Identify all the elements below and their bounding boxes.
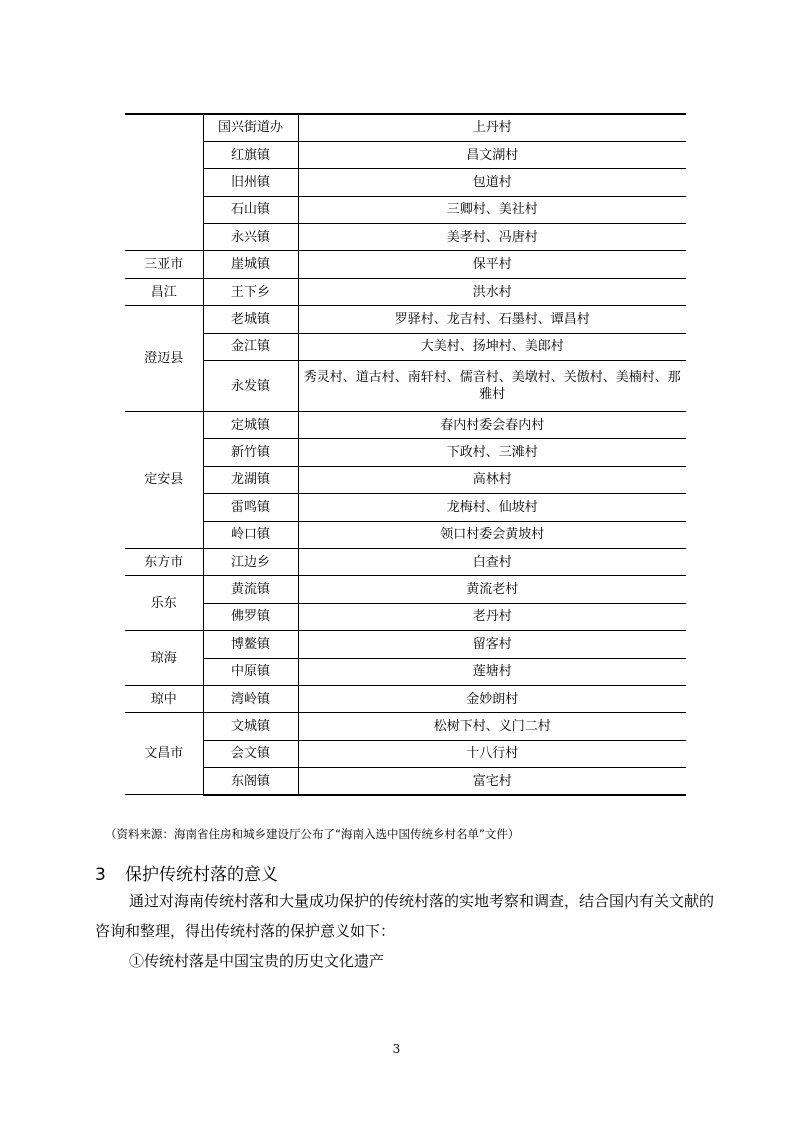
table-row bbox=[125, 141, 686, 168]
table-row bbox=[125, 494, 686, 521]
villages-cell: 秀灵村、道古村、南轩村、儒音村、美墩村、关傲村、美楠村、那雅村 bbox=[298, 361, 686, 412]
villages-cell: 保平村 bbox=[298, 251, 686, 278]
town-cell: 金江镇 bbox=[203, 333, 298, 360]
town-cell: 永发镇 bbox=[203, 361, 298, 412]
villages-cell: 昌文湖村 bbox=[298, 141, 686, 168]
county-cell: 澄迈县 bbox=[125, 306, 203, 412]
villages-cell: 包道村 bbox=[298, 169, 686, 196]
town-cell: 中原镇 bbox=[203, 658, 298, 685]
table-row bbox=[125, 631, 686, 658]
town-cell: 黄流镇 bbox=[203, 576, 298, 603]
town-cell: 会文镇 bbox=[203, 740, 298, 767]
villages-cell: 十八行村 bbox=[298, 740, 686, 767]
villages-cell: 下政村、三滩村 bbox=[298, 439, 686, 466]
county-cell: 琼中 bbox=[125, 685, 203, 712]
town-cell: 王下乡 bbox=[203, 278, 298, 305]
table-row bbox=[125, 224, 686, 251]
county-cell: 文昌市 bbox=[125, 713, 203, 795]
table-row bbox=[125, 685, 686, 712]
county-cell: 琼海 bbox=[125, 631, 203, 686]
villages-cell: 领口村委会黄坡村 bbox=[298, 521, 686, 548]
town-cell: 雷鸣镇 bbox=[203, 494, 298, 521]
county-cell: 定安县 bbox=[125, 412, 203, 549]
town-cell: 崖城镇 bbox=[203, 251, 298, 278]
table-row bbox=[125, 466, 686, 493]
table-row bbox=[125, 412, 686, 439]
table-row bbox=[125, 521, 686, 548]
table-row bbox=[125, 740, 686, 767]
table-row bbox=[125, 439, 686, 466]
town-cell: 新竹镇 bbox=[203, 439, 298, 466]
villages-cell: 洪水村 bbox=[298, 278, 686, 305]
table-row bbox=[125, 658, 686, 685]
section-title: 保护传统村落的意义 bbox=[125, 865, 278, 885]
town-cell: 佛罗镇 bbox=[203, 603, 298, 630]
table-row bbox=[125, 768, 686, 795]
table-row bbox=[125, 196, 686, 223]
county-cell: 东方市 bbox=[125, 548, 203, 575]
county-cell: 乐东 bbox=[125, 576, 203, 631]
town-cell: 文城镇 bbox=[203, 713, 298, 740]
town-cell: 国兴街道办 bbox=[203, 114, 298, 141]
body-paragraph: 通过对海南传统村落和大量成功保护的传统村落的实地考察和调查，结合国内有关文献的咨询和整理，得出传统村落的保护意义如下： bbox=[95, 892, 715, 940]
table-row bbox=[125, 361, 686, 412]
town-cell: 红旗镇 bbox=[203, 141, 298, 168]
villages-cell: 美孝村、冯唐村 bbox=[298, 224, 686, 251]
town-cell: 旧州镇 bbox=[203, 169, 298, 196]
list-item: ①传统村落是中国宝贵的历史文化遗产 bbox=[129, 952, 385, 970]
table-row bbox=[125, 713, 686, 740]
table-row bbox=[125, 548, 686, 575]
town-cell: 岭口镇 bbox=[203, 521, 298, 548]
county-cell bbox=[125, 114, 203, 251]
table-row bbox=[125, 114, 686, 141]
table-row bbox=[125, 278, 686, 305]
villages-cell: 三卿村、美社村 bbox=[298, 196, 686, 223]
table-row bbox=[125, 169, 686, 196]
villages-cell: 黄流老村 bbox=[298, 576, 686, 603]
section-heading bbox=[95, 860, 278, 885]
villages-cell: 莲塘村 bbox=[298, 658, 686, 685]
villages-cell: 白查村 bbox=[298, 548, 686, 575]
town-cell: 湾岭镇 bbox=[203, 685, 298, 712]
table-row bbox=[125, 333, 686, 360]
table-row bbox=[125, 603, 686, 630]
villages-cell: 老丹村 bbox=[298, 603, 686, 630]
villages-cell: 高林村 bbox=[298, 466, 686, 493]
villages-cell: 大美村、扬坤村、美郎村 bbox=[298, 333, 686, 360]
villages-cell: 罗驿村、龙吉村、石墨村、谭昌村 bbox=[298, 306, 686, 333]
page-number: 3 bbox=[392, 1042, 401, 1056]
county-cell: 三亚市 bbox=[125, 251, 203, 278]
town-cell: 永兴镇 bbox=[203, 224, 298, 251]
traditional-villages-table bbox=[125, 113, 686, 796]
table-row bbox=[125, 576, 686, 603]
town-cell: 老城镇 bbox=[203, 306, 298, 333]
table-row bbox=[125, 306, 686, 333]
town-cell: 东阁镇 bbox=[203, 768, 298, 795]
town-cell: 龙湖镇 bbox=[203, 466, 298, 493]
town-cell: 博鳌镇 bbox=[203, 631, 298, 658]
villages-cell: 龙梅村、仙坡村 bbox=[298, 494, 686, 521]
town-cell: 江边乡 bbox=[203, 548, 298, 575]
table-row bbox=[125, 251, 686, 278]
villages-cell: 富宅村 bbox=[298, 768, 686, 795]
villages-cell: 留客村 bbox=[298, 631, 686, 658]
town-cell: 石山镇 bbox=[203, 196, 298, 223]
villages-cell: 金妙朗村 bbox=[298, 685, 686, 712]
table-source-note: （资料来源：海南省住房和城乡建设厅公布了“海南入选中国传统乡村名单”文件） bbox=[105, 827, 520, 841]
villages-cell: 松树下村、义门二村 bbox=[298, 713, 686, 740]
town-cell: 定城镇 bbox=[203, 412, 298, 439]
villages-cell: 上丹村 bbox=[298, 114, 686, 141]
section-number: 3 bbox=[95, 865, 106, 885]
county-cell: 昌江 bbox=[125, 278, 203, 305]
villages-cell: 春内村委会春内村 bbox=[298, 412, 686, 439]
